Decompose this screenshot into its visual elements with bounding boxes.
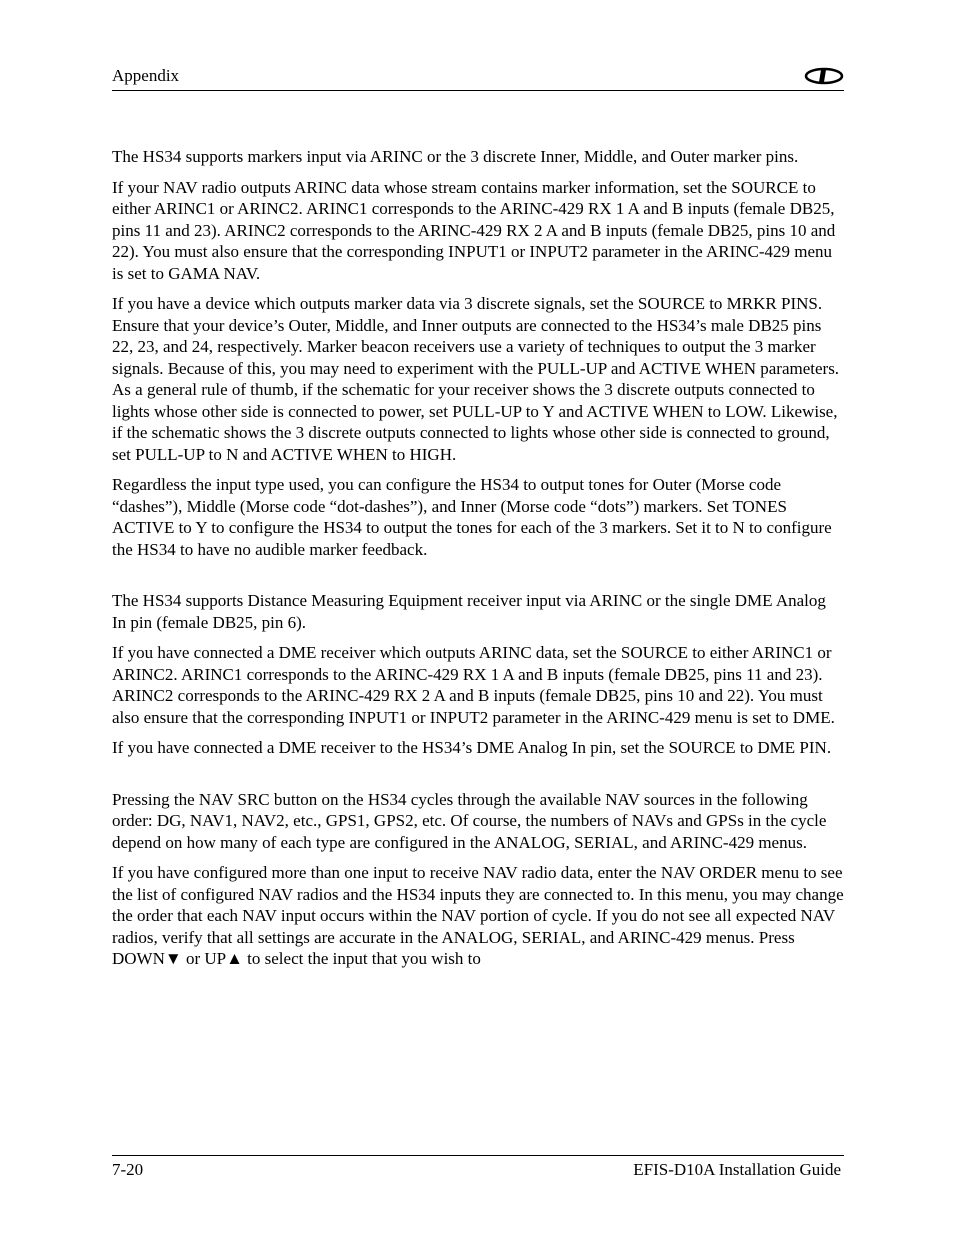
paragraph-dme-pin: If you have connected a DME receiver to the HS34’s DME Analog In pin, set the SOURCE to DME PIN. <box>112 738 832 757</box>
paragraph-dme-arinc: If you have connected a DME receiver which outputs ARINC data, set the SOURCE to either ARINC1 or ARINC2. ARINC1 corresponds to the ARINC-429 RX 1 A and B inputs (female DB25, pins 11 and 23). ARINC2 corresponds to the ARINC-429 RX 2 A and B inputs (female DB25, pins 10 and 22). You must also ensure that the corresponding INPUT1 or INPUT2 parameter in the ARINC-429 menu is set to DME. <box>112 643 835 727</box>
paragraph-markers-arinc: If your NAV radio outputs ARINC data whose stream contains marker information, set the SOURCE to either ARINC1 or ARINC2. ARINC1 corresponds to the ARINC-429 RX 1 A and B inputs (female DB25, pins 11 and 23). ARINC2 corresponds to the ARINC-429 RX 2 A and B inputs (female DB25, pins 10 and 22). You must also ensure that the corresponding INPUT1 or INPUT2 parameter in the ARINC-429 menu is set to GAMA NAV. <box>112 177 836 283</box>
header-title: Appendix <box>112 66 180 85</box>
page-header <box>112 64 844 91</box>
paragraph-nav-src: Pressing the NAV SRC button on the HS34 cycles through the available NAV sources in the following order: DG, NAV1, NAV2, etc., GPS1, GPS2, etc. Of course, the numbers of NAVs and GPSs in the cycle depend on how many of each type are configured in the ANALOG, SERIAL, and ARINC-429 menus. <box>112 789 827 852</box>
guide-title: EFIS-D10A Installation Guide <box>633 1160 841 1179</box>
dynon-logo-icon <box>804 67 844 85</box>
paragraph-markers-intro: The HS34 supports markers input via ARINC or the 3 discrete Inner, Middle, and Outer marker pins. <box>112 147 799 166</box>
page-number: 7-20 <box>112 1160 144 1179</box>
paragraph-nav-order: If you have configured more than one input to receive NAV radio data, enter the NAV ORDER menu to see the list of configured NAV radios and the HS34 inputs they are connected to. In this menu, you may change the order that each NAV input occurs within the NAV portion of cycle. If you do not see all expected NAV radios, verify that all settings are accurate in the ANALOG, SERIAL, and ARINC-429 menus. Press DOWN▼ or UP▲ to select the input that you wish to <box>112 863 844 968</box>
page-footer <box>112 1155 844 1184</box>
paragraph-markers-tones: Regardless the input type used, you can configure the HS34 to output tones for Outer (Morse code “dashes”), Middle (Morse code “dot-dashes”), and Inner (Morse code “dots”) markers. Set TONES ACTIVE to Y to configure the HS34 to output the tones for each of the 3 markers. Set it to N to configure the HS34 to have no audible marker feedback. <box>112 475 832 559</box>
paragraph-dme-intro: The HS34 supports Distance Measuring Equipment receiver input via ARINC or the single DME Analog In pin (female DB25, pin 6). <box>112 591 826 632</box>
document-body <box>112 146 844 979</box>
paragraph-markers-discrete: If you have a device which outputs marker data via 3 discrete signals, set the SOURCE to MRKR PINS. Ensure that your device’s Outer, Middle, and Inner outputs are connected to the HS34’s male DB25 pins 22, 23, and 24, respectively. Marker beacon receivers use a variety of techniques to output the 3 marker signals. Because of this, you may need to experiment with the PULL-UP and ACTIVE WHEN parameters. As a general rule of thumb, if the schematic for your receiver shows the 3 discrete outputs connected to lights whose other side is connected to power, set PULL-UP to Y and ACTIVE WHEN to LOW. Likewise, if the schematic shows the 3 discrete outputs connected to lights whose other side is connected to ground, set PULL-UP to N and ACTIVE WHEN to HIGH. <box>112 294 840 464</box>
